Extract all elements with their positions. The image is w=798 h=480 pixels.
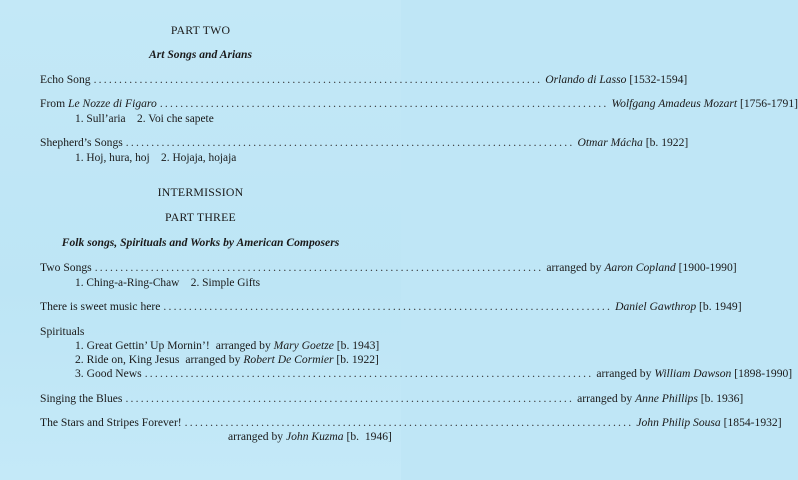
leader-dots: ........................................................................................ [184,416,634,429]
arranged-by-label: arranged by [596,367,655,380]
leader-dots: ........................................................................................ [163,300,613,313]
entry-title: Shepherd’s Songs [40,136,123,149]
arranged-by-label: arranged by [228,430,286,443]
opera-title: Le Nozze di Figaro [68,97,157,110]
arranger-dates: [b. 1936] [700,392,744,405]
arranger-dates: [b. 1946] [346,430,392,443]
entry-credit [577,136,688,150]
entry-credit [216,339,380,353]
composer-name: Otmar Mácha [577,136,643,149]
arranged-by-label: arranged by [577,392,636,405]
arranger-name: Anne Phillips [635,392,698,405]
arranger-dates: [1900-1990] [678,261,737,274]
part-two-subheading: Art Songs and Arians [149,48,252,61]
item-number: 3. [75,367,84,380]
spiritual-item [75,339,380,353]
entry-title: Two Songs [40,261,92,274]
item-number: 1. [75,339,84,352]
entry-credit [546,261,736,275]
spirituals-title: Spirituals [40,325,85,338]
entry-two-songs [40,261,737,275]
leader-dots: ........................................................................................ [159,97,609,110]
entry-title: There is sweet music here [40,300,161,313]
entry-credit [577,392,743,406]
entry-echo-song [40,73,688,87]
entry-shepherds-songs [40,136,689,150]
entry-title [75,353,179,367]
stars-arranger-line [228,430,392,444]
composer-name: Orlando di Lasso [545,73,627,86]
entry-stars-stripes [40,416,782,430]
part-two-heading: PART TWO [170,23,231,37]
entry-title [75,367,142,381]
arranger-dates: [b. 1922] [336,353,379,366]
shepherds-subitems: 1. Hoj, hura, hoj 2. Hojaja, hojaja [75,152,237,164]
intermission-heading: INTERMISSION [157,185,244,199]
entry-sweet-music [40,300,742,314]
arranger-name: Aaron Copland [604,261,676,274]
composer-name: Daniel Gawthrop [615,300,697,313]
leader-dots: ........................................................................................ [125,392,575,405]
entry-credit [636,416,781,430]
composer-dates: [b. 1949] [699,300,742,313]
arranger-name: John Kuzma [285,430,344,443]
spiritual-item [75,367,793,381]
leader-dots: ........................................................................................ [93,73,543,86]
item-title: Good News [86,367,142,380]
spiritual-item [75,353,379,367]
arranger-dates: [b. 1943] [336,339,380,352]
entry-title: The Stars and Stripes Forever! [40,416,182,429]
part-three-heading: PART THREE [165,210,236,224]
arranged-by-label: arranged by [185,353,244,366]
item-title: Great Gettin’ Up Mornin’! [86,339,210,352]
entry-credit [596,367,792,381]
composer-name: John Philip Sousa [636,416,721,429]
arranger-name: Mary Goetze [273,339,334,352]
arranger-dates: [1898-1990] [734,367,793,380]
composer-dates: [b. 1922] [645,136,689,149]
two-songs-subitems: 1. Ching-a-Ring-Chaw 2. Simple Gifts [75,277,261,289]
entry-credit [612,97,798,111]
figaro-subitems: 1. Sull’aria 2. Voi che sapete [75,113,214,125]
arranger-name: Robert De Cormier [243,353,334,366]
arranged-by-label: arranged by [215,339,274,352]
composer-dates: [1756-1791] [740,97,798,110]
entry-credit [185,353,379,367]
entry-title [40,97,157,111]
leader-dots: ........................................................................................ [144,367,594,380]
part-three-subheading: Folk songs, Spirituals and Works by American Composers [61,236,340,249]
entry-credit [545,73,687,87]
entry-title: Echo Song [40,73,91,86]
composer-dates: [1854-1932] [723,416,782,429]
arranged-by-label: arranged by [546,261,605,274]
leader-dots: ........................................................................................ [94,261,544,274]
leader-dots: ........................................................................................ [125,136,575,149]
entry-singing-blues [40,392,744,406]
entry-title: Singing the Blues [40,392,123,405]
composer-name: Wolfgang Amadeus Mozart [611,97,738,110]
entry-title [75,339,210,353]
title-prefix: From [40,97,69,110]
arranger-name: William Dawson [654,367,732,380]
composer-dates: [1532-1594] [629,73,688,86]
item-title: Ride on, King Jesus [86,353,180,366]
entry-figaro [40,97,798,111]
entry-credit [615,300,741,314]
item-number: 2. [75,353,84,366]
